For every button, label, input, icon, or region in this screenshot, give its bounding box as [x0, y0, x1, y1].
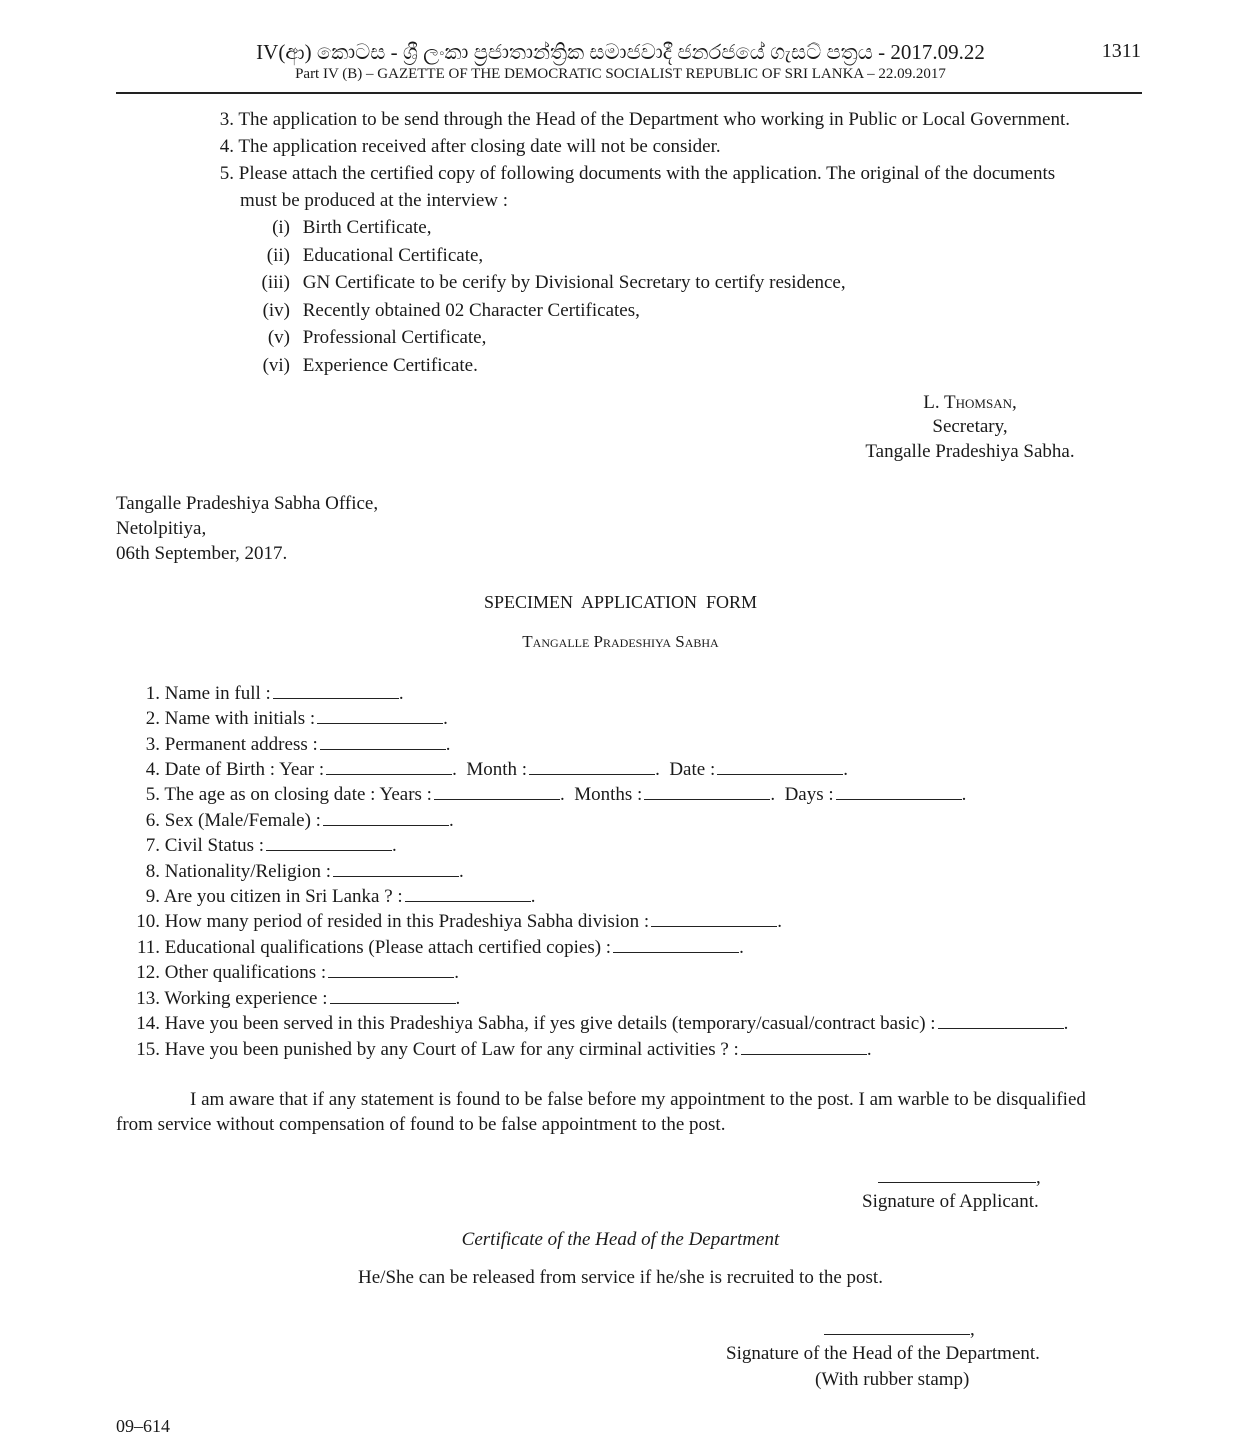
blank-line[interactable] [323, 811, 449, 826]
form-item-service-details: 14. Have you been served in this Pradeshiya Sabha, if yes give details (temporary/casual/contract basic) : . [136, 1013, 1069, 1034]
form-item-educational-qualifications: 11. Educational qualifications (Please attach certified copies) : . [136, 937, 744, 958]
gazette-header-sinhala: IV(ආ) කොටස - ශ්‍රී ලංකා ප්‍රජාතාන්ත්‍රික සමාජවාදී ජනරජයේ ගැසට් පත්‍රය - 2017.09.22 [256, 40, 985, 64]
gazette-header-english: Part IV (B) – GAZETTE OF THE DEMOCRATIC SOCIALIST REPUBLIC OF SRI LANKA – 22.09.2017 [295, 66, 946, 82]
condition-number: 3. [219, 109, 234, 130]
blank-line[interactable] [741, 1040, 867, 1055]
blank-line[interactable] [644, 785, 770, 800]
footer-reference: 09–614 [116, 1416, 170, 1436]
blank-line[interactable] [333, 862, 459, 877]
document-text: Professional Certificate, [302, 327, 487, 348]
certificate-heading: Certificate of the Head of the Department [461, 1229, 780, 1250]
declaration-line: I am aware that if any statement is found to be false before my appointment to the post. I am warble to be disqualified [190, 1089, 1086, 1110]
applicant-signature-label: Signature of Applicant. [862, 1191, 1039, 1212]
form-item-other-qualifications: 12. Other qualifications : . [136, 962, 459, 983]
form-title: SPECIMEN APPLICATION FORM [483, 592, 758, 612]
form-item-date-of-birth: 4. Date of Birth : Year : . Month : . Date : . [145, 759, 848, 780]
condition-item [214, 133, 721, 160]
condition-item [214, 160, 1055, 187]
document-text: Educational Certificate, [302, 245, 484, 266]
page-number: 1311 [1101, 40, 1141, 62]
document-number: (iii) [261, 272, 290, 293]
document-item [240, 269, 846, 296]
blank-line[interactable] [266, 836, 392, 851]
signatory-title: Secretary, [932, 416, 1008, 437]
office-date: 06th September, 2017. [116, 543, 288, 564]
rubber-stamp-note: (With rubber stamp) [815, 1369, 970, 1390]
form-item-sex: 6. Sex (Male/Female) : . [145, 810, 454, 831]
blank-line[interactable] [320, 735, 446, 750]
document-item [240, 214, 431, 241]
condition-continuation: must be produced at the interview : [240, 190, 509, 211]
head-signature-line[interactable]: , [824, 1316, 975, 1343]
declaration-line: from service without compensation of found to be false appointment to the post. [116, 1114, 726, 1135]
form-item-nationality: 8. Nationality/Religion : . [145, 861, 464, 882]
document-item [240, 324, 486, 351]
condition-text: Please attach the certified copy of following documents with the application. The original of the documents [238, 163, 1056, 184]
condition-number: 5. [219, 163, 234, 184]
document-number: (i) [272, 217, 290, 238]
document-text: GN Certificate to be cerify by Divisional Secretary to certify residence, [302, 272, 846, 293]
certificate-text: He/She can be released from service if he/she is recruited to the post. [358, 1267, 883, 1288]
form-item-civil-status: 7. Civil Status : . [145, 835, 397, 856]
blank-line[interactable] [613, 938, 739, 953]
blank-line[interactable] [317, 709, 443, 724]
form-item-address: 3. Permanent address : . [145, 734, 451, 755]
form-item-citizenship: 9. Are you citizen in Sri Lanka ? : . [145, 886, 536, 907]
condition-text: The application to be send through the Head of the Department who working in Public or Local Government. [238, 109, 1070, 130]
document-number: (vi) [262, 355, 290, 376]
applicant-signature-line[interactable]: , [878, 1164, 1041, 1191]
blank-line[interactable] [434, 785, 560, 800]
form-item-residence-period: 10. How many period of resided in this Pradeshiya Sabha division : . [136, 911, 782, 932]
blank-line[interactable] [938, 1014, 1064, 1029]
form-item-age: 5. The age as on closing date : Years : . Months : . Days : . [145, 784, 967, 805]
office-address-line: Netolpitiya, [116, 518, 207, 539]
document-number: (iv) [262, 300, 290, 321]
head-signature-label: Signature of the Head of the Department. [726, 1343, 1040, 1364]
blank-line[interactable] [405, 887, 531, 902]
blank-line[interactable] [529, 760, 655, 775]
condition-item [214, 106, 1070, 133]
form-item-name-full: 1. Name in full : . [145, 683, 404, 704]
office-address-line: Tangalle Pradeshiya Sabha Office, [116, 493, 379, 514]
document-item [240, 242, 483, 269]
blank-line[interactable] [717, 760, 843, 775]
document-text: Birth Certificate, [302, 217, 432, 238]
form-item-working-experience: 13. Working experience : . [136, 988, 461, 1009]
form-item-name-initials: 2. Name with initials : . [145, 708, 448, 729]
document-item [240, 297, 640, 324]
blank-line[interactable] [328, 963, 454, 978]
blank-line[interactable] [651, 912, 777, 927]
blank-line[interactable] [326, 760, 452, 775]
condition-text: The application received after closing date will not be consider. [238, 136, 721, 157]
signatory-name: L. Thomsan, [923, 392, 1017, 413]
blank-line[interactable] [836, 785, 962, 800]
signatory-org: Tangalle Pradeshiya Sabha. [865, 441, 1075, 462]
document-number: (v) [267, 327, 290, 348]
blank-line[interactable] [273, 684, 399, 699]
form-subtitle: Tangalle Pradeshiya Sabha [522, 632, 719, 651]
document-item [240, 352, 478, 379]
document-text: Recently obtained 02 Character Certificates, [302, 300, 640, 321]
condition-number: 4. [219, 136, 234, 157]
blank-line[interactable] [330, 989, 456, 1004]
header-divider [116, 92, 1142, 94]
document-number: (ii) [266, 245, 290, 266]
form-item-criminal-record: 15. Have you been punished by any Court of Law for any cirminal activities ? : . [136, 1039, 872, 1060]
document-text: Experience Certificate. [302, 355, 478, 376]
